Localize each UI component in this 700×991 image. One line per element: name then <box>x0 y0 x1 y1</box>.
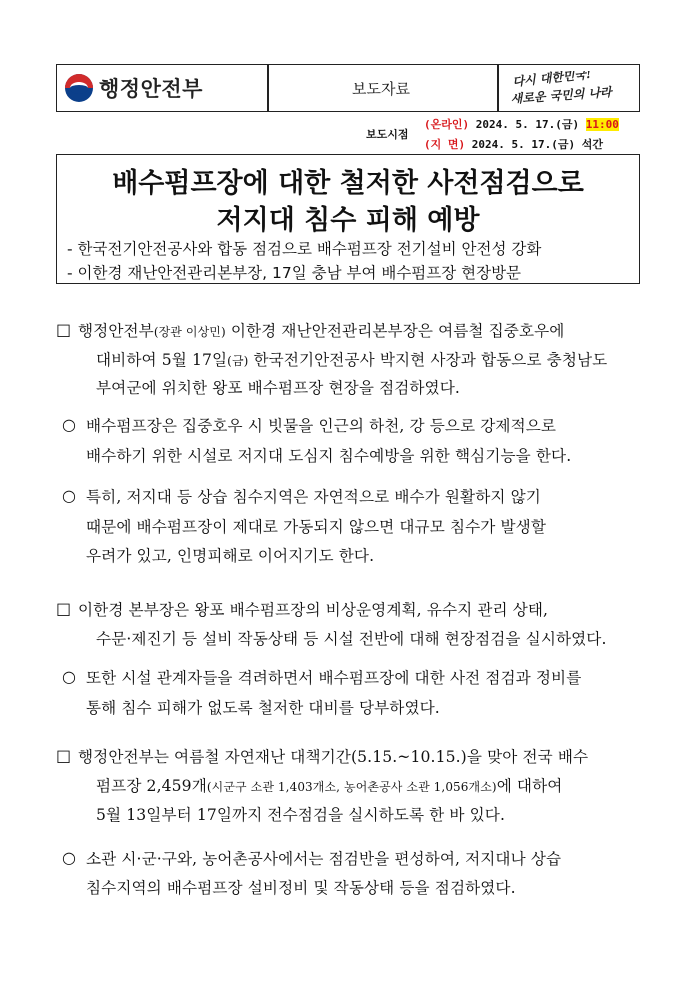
paragraph-line: 소관 시·군·구와, 농어촌공사에서는 점검반을 편성하여, 저지대나 상습 <box>86 850 562 868</box>
handwritten-slogan <box>509 71 637 107</box>
header-divider <box>497 65 499 111</box>
paragraph-line: 우려가 있고, 인명피해로 이어지기도 한다. <box>86 547 375 565</box>
subtitle-2: - 이한경 재난안전관리본부장, 17일 충남 부여 배수펌프장 현장방문 <box>67 264 522 282</box>
circle-bullet: ○ <box>62 486 76 505</box>
paragraph-line: 부여군에 위치한 왕포 배수펌프장 현장을 점검하였다. <box>96 379 460 397</box>
paragraph-line: 침수지역의 배수펌프장 설비정비 및 작동상태 등을 점검하였다. <box>86 879 516 897</box>
document-type: 보도자료 <box>352 80 410 98</box>
title-box <box>56 154 640 284</box>
paragraph-line: 행정안전부(장관 이상민) 이한경 재난안전관리본부장은 여름철 집중호우에 <box>78 322 565 340</box>
paragraph-line: 수문·제진기 등 설비 작동상태 등 시설 전반에 대해 현장점검을 실시하였다. <box>96 630 607 648</box>
ministry-name: 행정안전부 <box>99 77 203 101</box>
paragraph-line: 통해 침수 피해가 없도록 철저한 대비를 당부하였다. <box>86 699 440 717</box>
paragraph-line: 이한경 본부장은 왕포 배수펌프장의 비상운영계획, 유수지 관리 상태, <box>78 601 549 619</box>
ministry-logo <box>65 71 203 105</box>
square-bullet: □ <box>56 746 72 765</box>
release-online: (온라인) 2024. 5. 17.(금) 11:00 <box>424 118 619 131</box>
square-bullet: □ <box>56 320 72 339</box>
paragraph-line: 배수하기 위한 시설로 저지대 도심지 침수예방을 위한 핵심기능을 한다. <box>86 447 572 465</box>
headline-line-2: 저지대 침수 피해 예방 <box>216 205 480 236</box>
paragraph-line: 5월 13일부터 17일까지 전수점검을 실시하도록 한 바 있다. <box>96 806 505 824</box>
paragraph-line: 특히, 저지대 등 상습 침수지역은 자연적으로 배수가 원활하지 않기 <box>86 488 541 506</box>
svg-text:다시 대한민국!: 다시 대한민국! <box>511 71 592 89</box>
circle-bullet: ○ <box>62 848 76 867</box>
paragraph-line: 때문에 배수펌프장이 제대로 가동되지 않으면 대규모 침수가 발생할 <box>86 518 546 536</box>
square-bullet: □ <box>56 599 72 618</box>
paragraph-line: 행정안전부는 여름철 자연재난 대책기간(5.15.~10.15.)을 맞아 전국 배수 <box>78 748 589 766</box>
headline-line-1: 배수펌프장에 대한 철저한 사전점검으로 <box>112 168 584 199</box>
svg-text:새로운 국민의 나라: 새로운 국민의 나라 <box>510 84 613 106</box>
circle-bullet: ○ <box>62 415 76 434</box>
paragraph-line: 배수펌프장은 집중호우 시 빗물을 인근의 하천, 강 등으로 강제적으로 <box>86 417 557 435</box>
subtitle-1: - 한국전기안전공사와 합동 점검으로 배수펌프장 전기설비 안전성 강화 <box>67 240 542 258</box>
paragraph-line: 펌프장 2,459개(시군구 소관 1,403개소, 농어촌공사 소관 1,056개소)에 대하여 <box>96 777 563 795</box>
release-print: (지 면) 2024. 5. 17.(금) 석간 <box>424 138 603 151</box>
paragraph-line: 대비하여 5월 17일(금) 한국전기안전공사 박지현 사장과 합동으로 충청남도 <box>96 351 608 369</box>
paragraph-line: 또한 시설 관계자들을 격려하면서 배수펌프장에 대한 사전 점검과 정비를 <box>86 669 582 687</box>
circle-bullet: ○ <box>62 667 76 686</box>
release-time-label: 보도시점 <box>366 128 409 141</box>
slogan-calligraphy-icon <box>509 71 637 107</box>
header-box <box>56 64 640 112</box>
taegeuk-emblem-icon <box>65 74 93 102</box>
